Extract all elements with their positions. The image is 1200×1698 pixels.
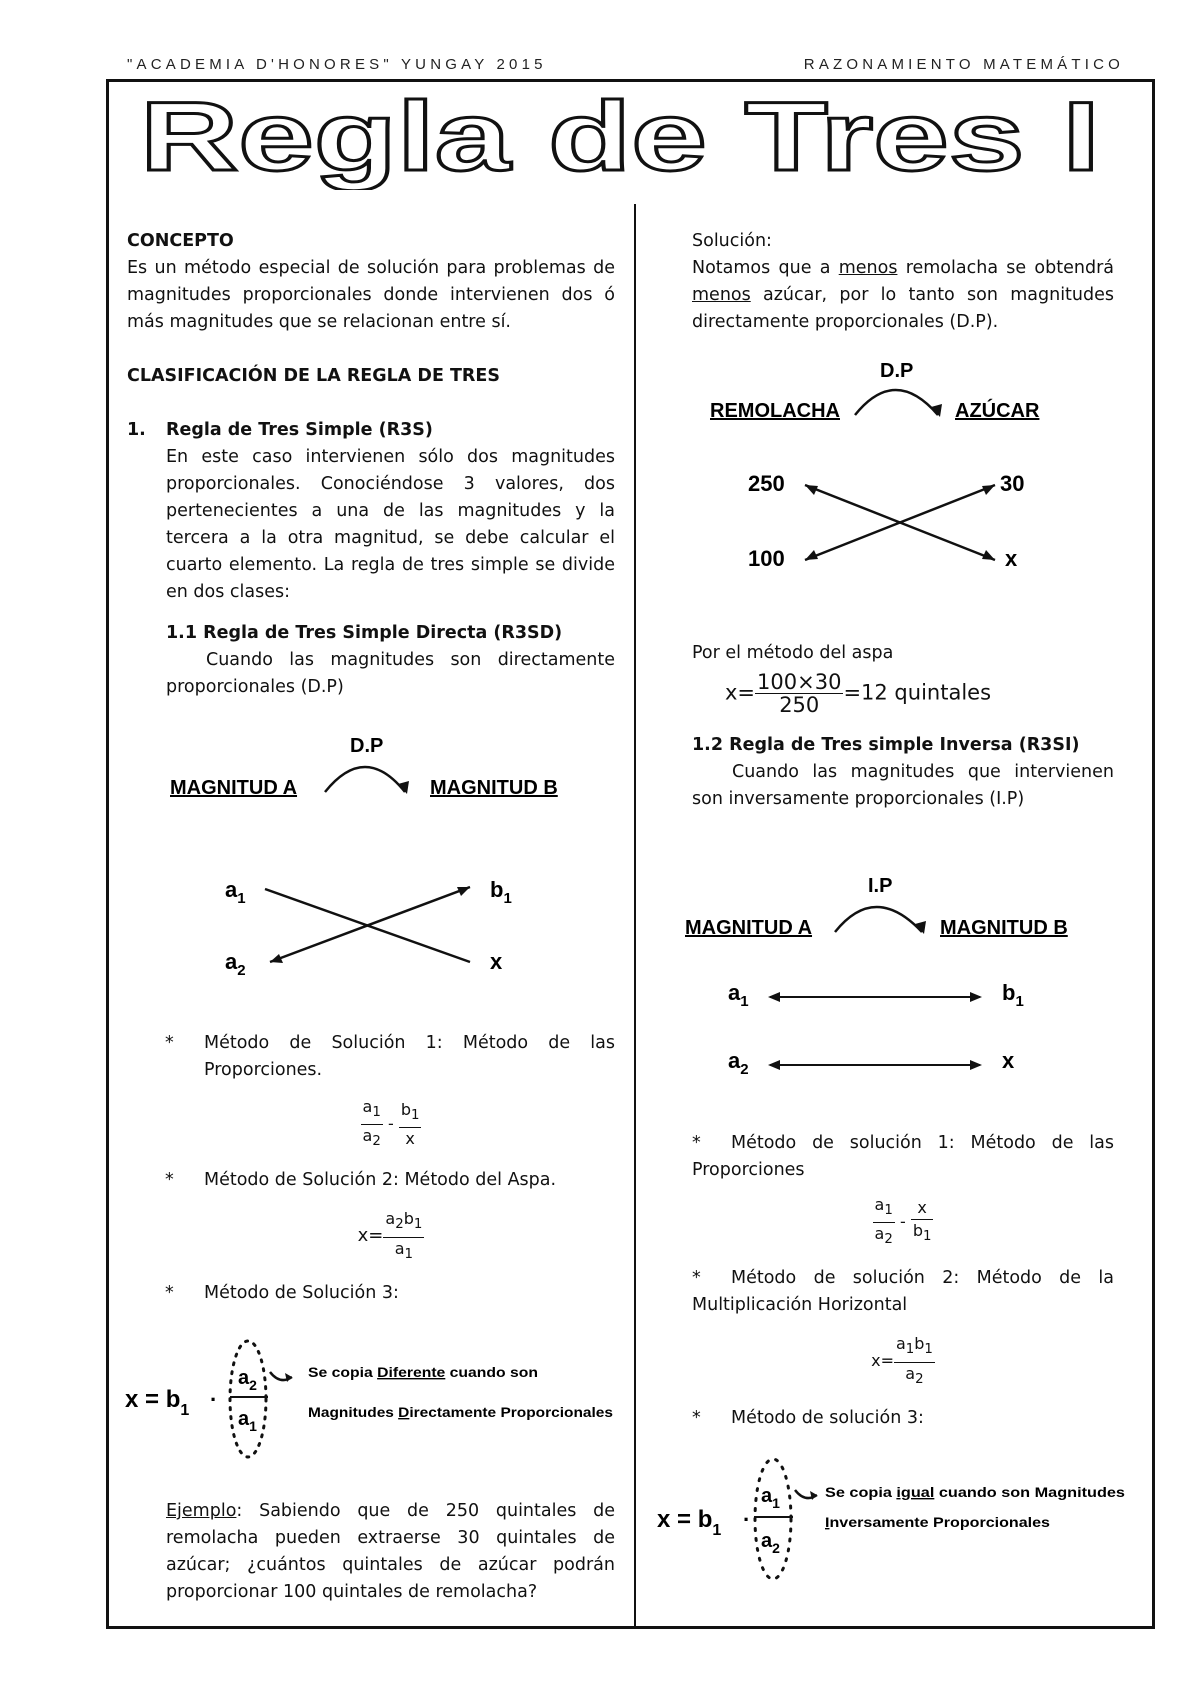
dp-arc — [855, 390, 938, 415]
sub11-text: Cuando las magnitudes son directamente proporcionales (D.P) — [166, 650, 615, 697]
formula-den: $a_2$ — [761, 1530, 780, 1556]
header-right: RAZONAMIENTO MATEMÁTICO — [803, 56, 1124, 73]
note-line-2: Inversamente Proporcionales — [825, 1514, 1022, 1530]
bullet: * — [165, 1282, 174, 1303]
example-label: Ejemplo — [166, 1501, 237, 1521]
left-method3-formula — [120, 1335, 620, 1465]
method3-text: Método de Solución 3: — [204, 1282, 399, 1303]
aspa-label: Por el método del aspa — [692, 643, 894, 663]
sub12-title: 1.2 Regla de Tres simple Inversa (R3SI) — [692, 735, 1080, 755]
a1-label: $a_1$ — [728, 980, 749, 1010]
x-label: x — [490, 949, 503, 974]
arrowhead-tr — [982, 485, 995, 495]
note-line-1: Se copia igual cuando son Magnitudes — [825, 1484, 1099, 1500]
method2-formula: x= $\frac{a_2b_1}{a_1}$ — [357, 1209, 423, 1262]
dp-label: D.P — [350, 735, 384, 757]
formula-num: $a_2$ — [238, 1367, 257, 1393]
example-text — [166, 1498, 615, 1606]
method1-row — [127, 1030, 615, 1084]
formula-lhs: $x = b_1$ — [125, 1386, 190, 1419]
sub11-title: 1.1 Regla de Tres Simple Directa (R3SD) — [166, 623, 563, 643]
header-left: "ACADEMIA D'HONORES" YUNGAY 2015 — [127, 56, 547, 73]
ip-arc — [835, 907, 922, 932]
method1-formula: $\frac{a_1}{a_2}$ - $\frac{x}{b_1}$ — [874, 1195, 932, 1248]
classification-heading: CLASIFICACIÓN DE LA REGLA DE TRES — [127, 366, 500, 386]
section1-title: Regla de Tres Simple (R3S) — [166, 420, 433, 440]
section1-text: En este caso intervienen sólo dos magnitudes proporcionales. Conociéndose 3 valores, dos pertenecientes a una de las magnitudes y la tercera a la otra magnitud, se debe calcular el cuarto elemento. La regla de tres simple se divide en dos clases: — [166, 447, 615, 602]
method2-row — [127, 1167, 615, 1194]
right-column — [692, 228, 1114, 336]
note-line-1: Se copia Diferente cuando son — [308, 1364, 528, 1380]
dp-label: D.P — [880, 360, 914, 382]
arrowhead-tl — [805, 485, 818, 495]
solution-text: Notamos que a menos remolacha se obtendrá menos azúcar, por lo tanto son magnitudes directamente proporcionales (D.P). — [692, 258, 1114, 332]
a2-label: $a_2$ — [728, 1048, 749, 1078]
method1-text: * Método de solución 1: Método de las Proporciones — [692, 1133, 1114, 1180]
magnitude-b-label: MAGNITUD B — [430, 777, 558, 799]
arrowhead-left-2 — [768, 1060, 780, 1070]
arrowhead-bl — [805, 550, 818, 560]
ip-label: I.P — [868, 875, 893, 897]
right-method3-formula — [655, 1455, 1135, 1595]
formula-num: $a_1$ — [761, 1485, 780, 1511]
arrowhead-right-1 — [970, 992, 982, 1002]
dotted-ellipse — [230, 1341, 266, 1457]
formula-dot: · — [210, 1387, 218, 1412]
method1-formula: $\frac{a_1}{a_2}$ - $\frac{b_1}{x}$ — [362, 1097, 420, 1150]
column-divider — [634, 204, 636, 1629]
section1-heading — [127, 417, 615, 444]
value-x: x — [1005, 546, 1018, 571]
arrowhead-right-2 — [970, 1060, 982, 1070]
direct-proportion-diagram — [160, 732, 600, 982]
formula-dot: · — [743, 1507, 751, 1532]
value-250: 250 — [748, 471, 785, 496]
magnitude-a-label: MAGNITUD A — [685, 917, 813, 939]
x-label: x — [1002, 1048, 1015, 1073]
left-column — [127, 228, 615, 701]
a1-label: $a_1$ — [225, 877, 246, 907]
value-30: 30 — [1000, 471, 1025, 496]
inverse-proportion-diagram — [680, 872, 1120, 1082]
section1-number: 1. — [127, 420, 146, 440]
example-diagram — [700, 355, 1120, 575]
method3-row — [127, 1280, 615, 1307]
remolacha-label: REMOLACHA — [710, 400, 840, 422]
note-line-2: Magnitudes Directamente Proporcionales — [308, 1404, 594, 1420]
aspa-formula: x= $\frac{100\times 30}{250}$ =12 quintales — [725, 670, 992, 717]
magnitude-a-label: MAGNITUD A — [170, 777, 298, 799]
page-title-text: Regla de Tres I — [140, 90, 1100, 190]
value-100: 100 — [748, 546, 785, 571]
example-body: : Sabiendo que de 250 quintales de remolacha pueden extraerse 30 quintales de azúcar; ¿cuántos quintales de azúcar podrán proporcionar 100 quintales de remolacha? — [166, 1501, 615, 1602]
left-methods — [127, 1030, 615, 1307]
example-block — [166, 1498, 615, 1606]
arrowhead-br — [982, 550, 995, 560]
dp-arc — [325, 767, 405, 792]
b1-label: $b_1$ — [490, 877, 512, 907]
bullet: * — [165, 1170, 174, 1191]
formula-lhs: $x = b_1$ — [657, 1506, 722, 1539]
formula-den: $a_1$ — [238, 1408, 257, 1434]
sub12-text: Cuando las magnitudes que intervienen son inversamente proporcionales (I.P) — [692, 762, 1114, 809]
method3-text: * Método de solución 3: — [692, 1407, 924, 1428]
method2-formula: x= $\frac{a_1b_1}{a_2}$ — [871, 1334, 933, 1387]
method1-text: Método de Solución 1: Método de las Proporciones. — [204, 1033, 615, 1080]
magnitude-b-label: MAGNITUD B — [940, 917, 1068, 939]
azucar-label: AZÚCAR — [955, 400, 1040, 422]
concept-heading: CONCEPTO — [127, 231, 234, 251]
page-title — [140, 90, 1140, 190]
concept-text: Es un método especial de solución para problemas de magnitudes proporcionales donde intervienen dos ó más magnitudes que se relacionan entre sí. — [127, 258, 615, 332]
b1-label: $b_1$ — [1002, 980, 1024, 1010]
dotted-ellipse — [755, 1459, 791, 1579]
method2-text: Método de Solución 2: Método del Aspa. — [204, 1170, 557, 1191]
arrowhead-left-1 — [768, 992, 780, 1002]
a2-label: $a_2$ — [225, 949, 246, 979]
method2-text: * Método de solución 2: Método de la Multiplicación Horizontal — [692, 1268, 1114, 1316]
aspa-block — [692, 640, 1114, 813]
right-methods — [692, 1130, 1114, 1432]
solution-label: Solución: — [692, 231, 772, 251]
bullet: * — [165, 1033, 174, 1053]
